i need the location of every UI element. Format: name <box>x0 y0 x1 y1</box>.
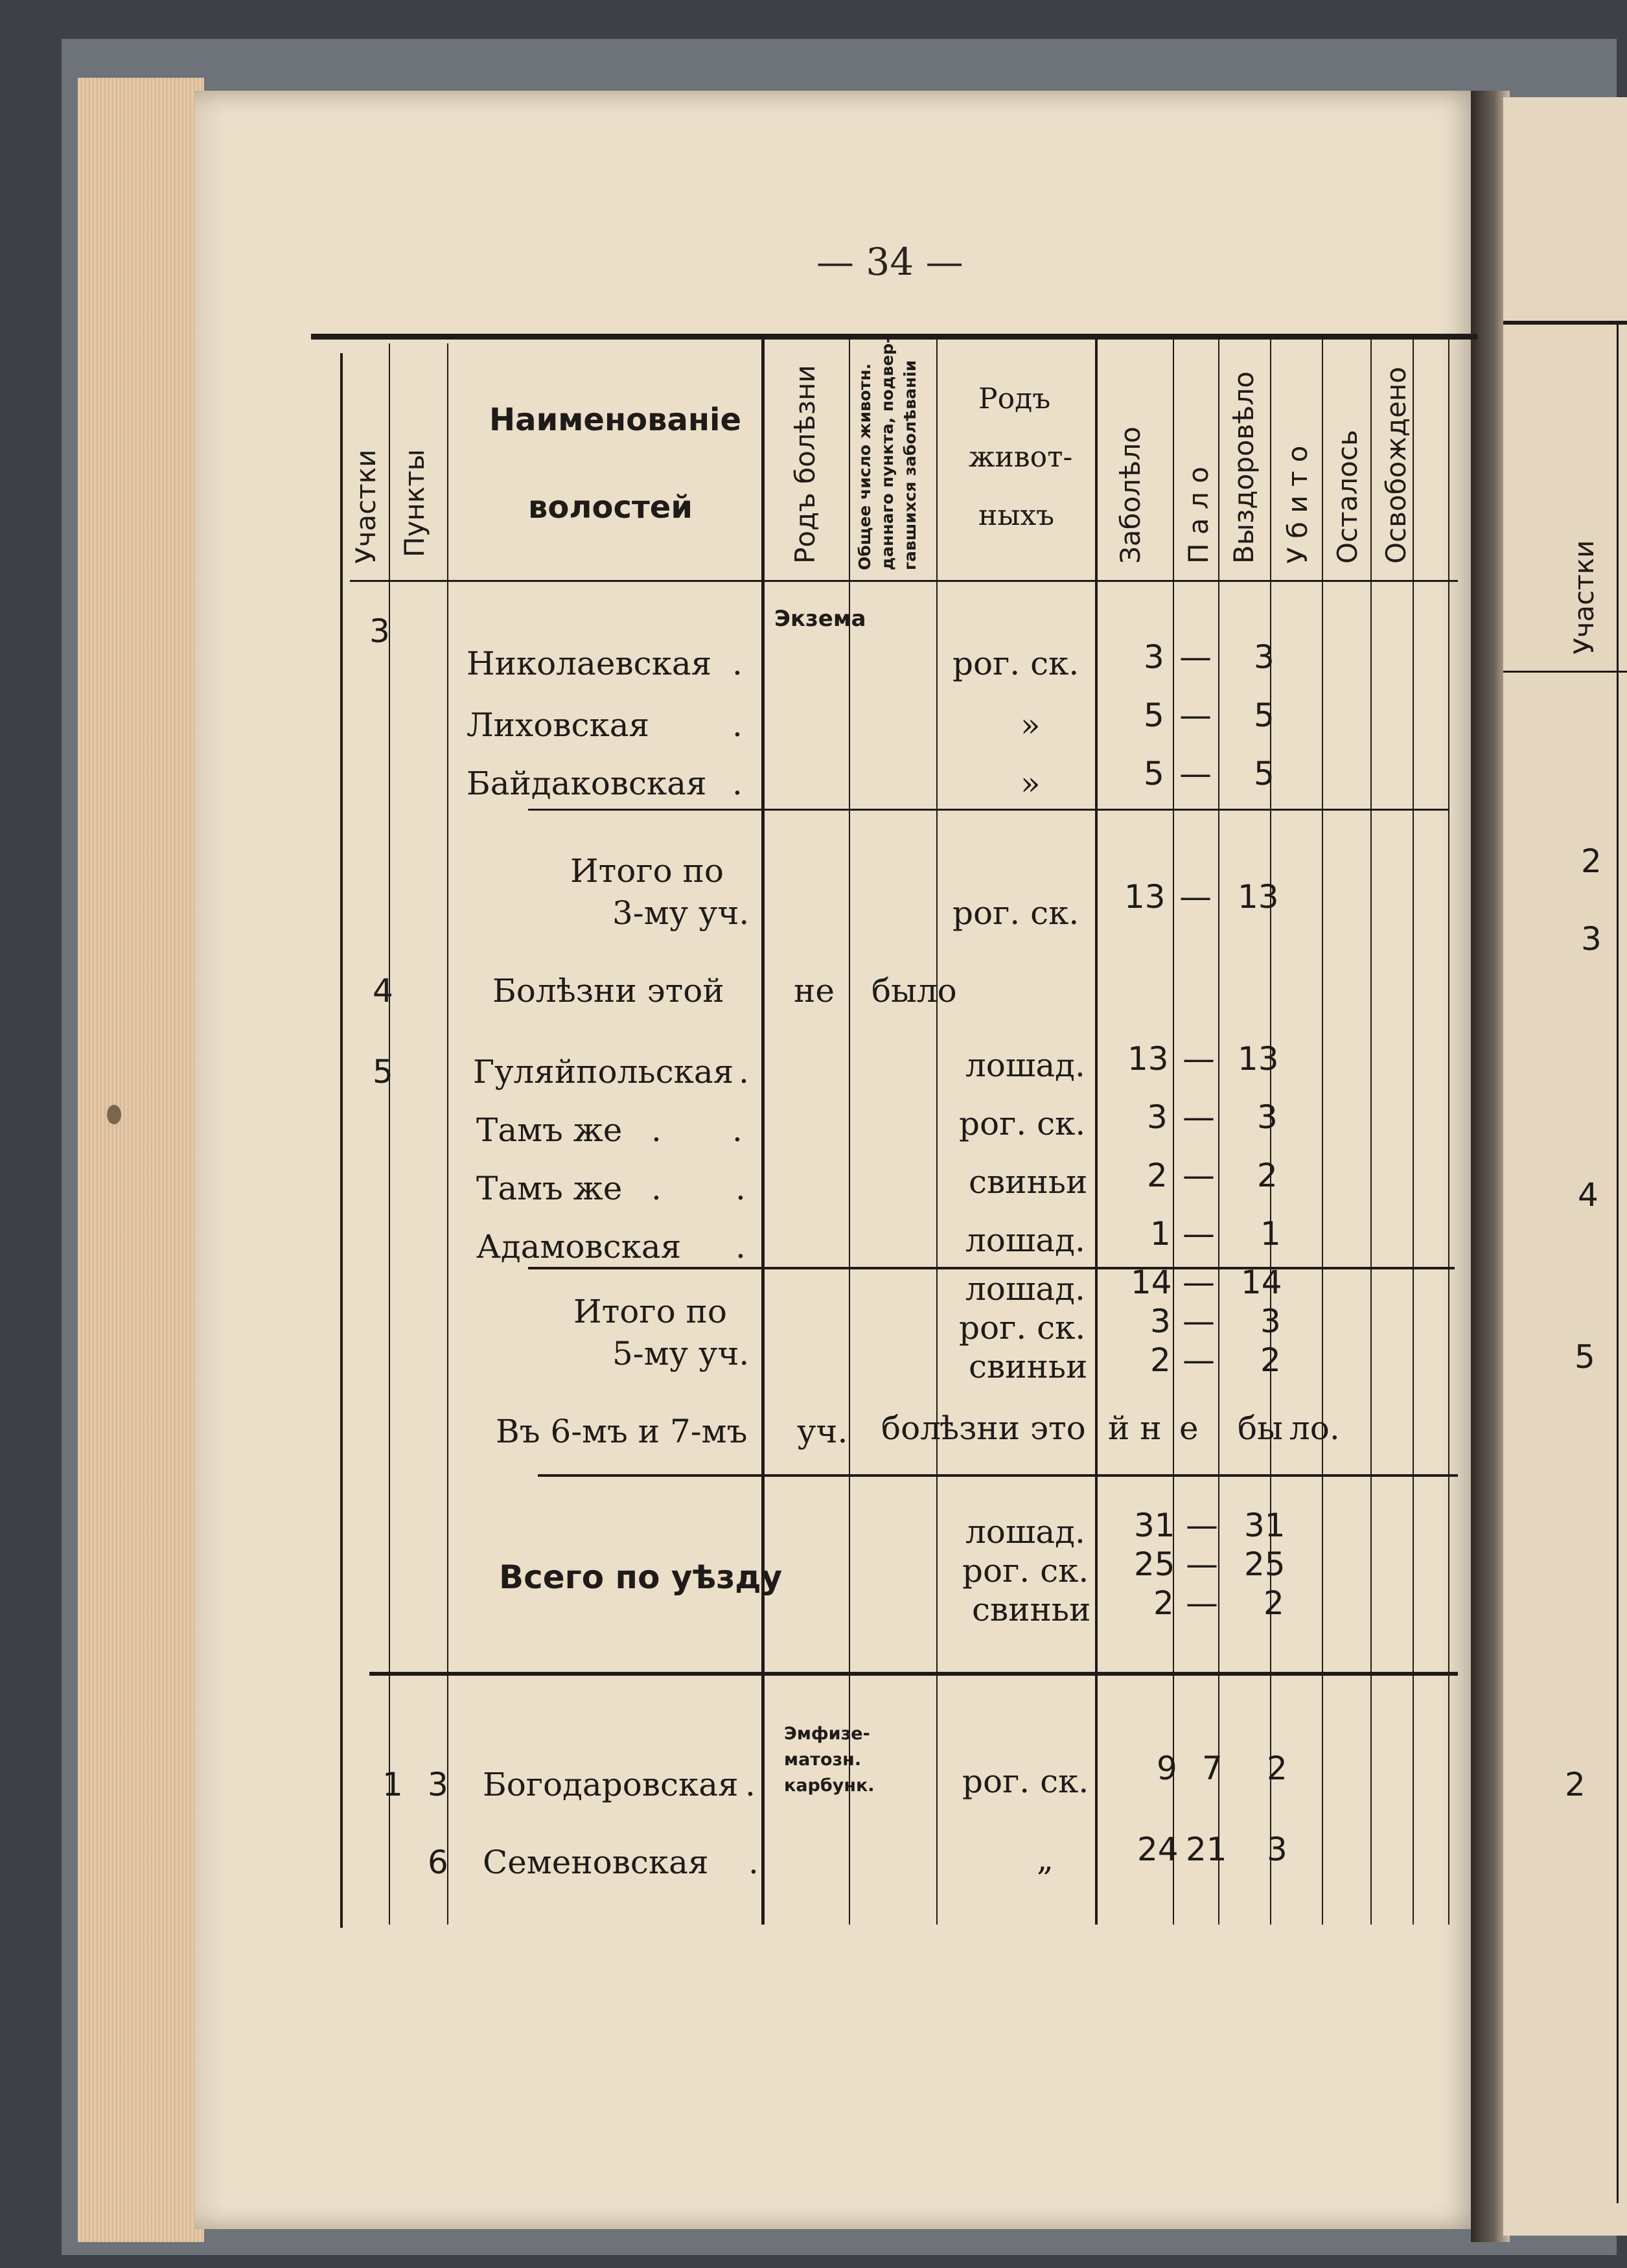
value-vyzdorovelo: 3 <box>1254 638 1275 676</box>
facing-num: 4 <box>1578 1176 1598 1214</box>
header-punkty: Пункты <box>398 449 430 557</box>
uchastok-number: 3 <box>369 612 390 650</box>
value-vyzdorovelo: 1 <box>1260 1215 1281 1253</box>
animal-kind: » <box>1021 765 1041 802</box>
value-zabolelo: 9 <box>1157 1750 1177 1787</box>
punkt-number: 3 <box>428 1766 448 1803</box>
page-number: — 34 — <box>816 240 964 284</box>
value-zabolelo: 31 <box>1134 1507 1175 1544</box>
value-palo: — <box>1179 878 1212 916</box>
header-uchastki: Участки <box>350 449 382 564</box>
volost-name: Адамовская <box>476 1228 682 1266</box>
subtotal-label: Итого по <box>570 852 724 890</box>
facing-num: 5 <box>1575 1338 1595 1376</box>
note-text: ѣзни это <box>940 1409 1086 1447</box>
value-vyzdorovelo: 2 <box>1267 1750 1287 1787</box>
value-palo: 7 <box>1202 1750 1223 1787</box>
header-rod-zhivotnykh: живот- <box>969 441 1073 474</box>
value-vyzdorovelo: 3 <box>1260 1302 1281 1340</box>
grand-total-label: Всего по уѣзду <box>499 1558 783 1596</box>
col-rule <box>340 353 343 1928</box>
header-naimenovanie: Наименованіе <box>489 402 742 438</box>
facing-header-rule <box>1503 671 1627 673</box>
value-vyzdorovelo: 14 <box>1241 1264 1282 1301</box>
col-rule <box>1322 337 1323 1925</box>
value-vyzdorovelo: 3 <box>1267 1831 1287 1868</box>
header-ubito: У б и т о <box>1282 445 1313 564</box>
value-vyzdorovelo: 5 <box>1254 697 1275 734</box>
col-rule <box>1370 337 1372 1925</box>
value-zabolelo: 2 <box>1153 1584 1174 1622</box>
value-vyzdorovelo: 31 <box>1244 1507 1286 1544</box>
leader-dot: . <box>732 765 743 802</box>
value-palo: — <box>1183 1341 1215 1379</box>
value-vyzdorovelo: 2 <box>1264 1584 1284 1622</box>
value-palo: 21 <box>1186 1831 1227 1868</box>
value-palo: — <box>1179 697 1212 734</box>
value-vyzdorovelo: 3 <box>1257 1098 1278 1136</box>
animal-kind: рог. ск. <box>959 1309 1086 1347</box>
uchastok-number: 4 <box>373 972 393 1010</box>
facing-page <box>1503 97 1627 2236</box>
col-rule <box>447 343 448 1925</box>
book-page <box>194 91 1484 2229</box>
subtotal-label: 5-му уч. <box>612 1335 750 1372</box>
note-text: е <box>1179 1409 1199 1447</box>
animal-kind: лошад. <box>965 1513 1085 1551</box>
header-zabolelo: Заболѣло <box>1114 426 1146 564</box>
animal-kind: лошад. <box>965 1047 1085 1084</box>
note-text: бы <box>1238 1409 1283 1447</box>
col-rule <box>1218 337 1219 1925</box>
note-text: было <box>871 972 957 1010</box>
total-rule <box>369 1672 1458 1676</box>
note-text: ло. <box>1289 1409 1340 1447</box>
col-rule <box>936 337 938 1925</box>
value-vyzdorovelo: 13 <box>1238 1040 1279 1078</box>
note-text: не <box>794 972 835 1010</box>
uchastok-number: 5 <box>373 1053 393 1091</box>
animal-kind: рог. ск. <box>952 645 1079 682</box>
header-palo: П а л о <box>1183 467 1214 564</box>
value-vyzdorovelo: 2 <box>1257 1157 1278 1194</box>
page-edges <box>78 78 204 2242</box>
value-vyzdorovelo: 13 <box>1238 878 1279 916</box>
value-palo: — <box>1186 1545 1218 1583</box>
value-zabolelo: 2 <box>1147 1157 1168 1194</box>
value-zabolelo: 3 <box>1147 1098 1168 1136</box>
value-zabolelo: 5 <box>1144 755 1164 793</box>
leader-dot: . <box>735 1228 746 1266</box>
subtotal-rule <box>528 809 1448 811</box>
animal-kind: лошад. <box>965 1270 1085 1308</box>
animal-kind: лошад. <box>965 1221 1085 1259</box>
volost-name: Байдаковская <box>467 765 707 802</box>
animal-kind: свиньи <box>969 1348 1088 1385</box>
value-zabolelo: 13 <box>1124 878 1166 916</box>
header-obshchee-3: гавшихся заболѣваніи <box>901 360 919 570</box>
volost-name: Богодаровская <box>483 1766 739 1803</box>
col-rule <box>761 337 765 1925</box>
value-zabolelo: 2 <box>1150 1341 1171 1379</box>
header-rod-zhivotnykh: Родъ <box>978 382 1051 415</box>
animal-kind: » <box>1021 706 1041 744</box>
value-zabolelo: 3 <box>1144 638 1164 676</box>
note-text: й н <box>1108 1409 1162 1447</box>
facing-num: 3 <box>1581 920 1602 958</box>
leader-dot: . <box>748 1844 759 1881</box>
note-text: бол <box>881 1409 941 1447</box>
value-palo: — <box>1183 1264 1215 1301</box>
header-obshchee-1: Общее число животн. <box>855 363 874 570</box>
leader-dot: . <box>732 645 743 682</box>
animal-kind: свиньи <box>972 1591 1091 1628</box>
animal-kind: рог. ск. <box>962 1552 1089 1590</box>
header-osvobozhdeno: Освобождено <box>1380 366 1412 564</box>
leader-dot: . <box>735 1170 746 1207</box>
leader-dot: . <box>651 1170 662 1207</box>
header-ostalos: Осталось <box>1332 430 1363 564</box>
volost-name: Семеновская <box>483 1844 709 1881</box>
subtotal-label: 3-му уч. <box>612 894 750 932</box>
col-rule <box>1173 337 1174 1925</box>
disease-name: матозн. <box>784 1750 862 1770</box>
value-zabolelo: 3 <box>1150 1302 1171 1340</box>
col-rule <box>849 337 850 1925</box>
subtotal-rule <box>528 1267 1455 1269</box>
note-text: Болѣзни этой <box>492 972 724 1010</box>
col-rule <box>389 343 390 1925</box>
uchastok-number: 1 <box>382 1766 403 1803</box>
animal-kind: рог. ск. <box>959 1105 1086 1142</box>
facing-top-rule <box>1503 321 1627 325</box>
disease-name: карбунк. <box>784 1776 875 1796</box>
facing-num: 2 <box>1581 842 1602 880</box>
header-bottom-rule <box>350 580 1458 582</box>
note-text: Въ 6-мъ и 7-мъ <box>496 1413 748 1450</box>
value-palo: — <box>1179 755 1212 793</box>
value-palo: — <box>1183 1098 1215 1136</box>
leader-dot: . <box>651 1111 662 1149</box>
header-rod-bolezni: Родъ болѣзни <box>789 365 821 564</box>
leader-dot: . <box>739 1053 749 1091</box>
facing-col-rule <box>1617 324 1619 2203</box>
volost-name: Николаевская <box>467 645 712 682</box>
col-rule <box>1448 337 1449 1925</box>
note-text: уч. <box>797 1413 848 1450</box>
punkt-number: 6 <box>428 1844 448 1881</box>
value-vyzdorovelo: 2 <box>1260 1341 1281 1379</box>
value-palo: — <box>1183 1040 1215 1078</box>
volost-name: Тамъ же <box>476 1170 623 1207</box>
volost-name: Тамъ же <box>476 1111 623 1149</box>
col-rule <box>1413 337 1414 1925</box>
col-rule <box>1095 337 1098 1925</box>
value-zabolelo: 1 <box>1150 1215 1171 1253</box>
animal-kind: свиньи <box>969 1163 1088 1201</box>
value-zabolelo: 14 <box>1131 1264 1172 1301</box>
value-palo: — <box>1183 1302 1215 1340</box>
value-zabolelo: 13 <box>1127 1040 1169 1078</box>
leader-dot: . <box>732 706 743 744</box>
value-zabolelo: 25 <box>1134 1545 1175 1583</box>
facing-num: 2 <box>1565 1766 1586 1803</box>
value-palo: — <box>1183 1215 1215 1253</box>
subtotal-label: Итого по <box>573 1293 727 1330</box>
volost-name: Гуляйпольская <box>473 1053 734 1091</box>
value-palo: — <box>1179 638 1212 676</box>
header-volostey: волостей <box>528 489 693 526</box>
ink-stain <box>107 1105 121 1124</box>
value-palo: — <box>1183 1157 1215 1194</box>
leader-dot: . <box>732 1111 743 1149</box>
volost-name: Лиховская <box>467 706 650 744</box>
value-vyzdorovelo: 5 <box>1254 755 1275 793</box>
value-zabolelo: 24 <box>1137 1831 1179 1868</box>
value-zabolelo: 5 <box>1144 697 1164 734</box>
subtotal-rule <box>538 1474 1458 1477</box>
disease-name: Эмфизе- <box>784 1724 870 1744</box>
header-vyzdorovelo: Выздоровѣло <box>1228 371 1260 564</box>
value-palo: — <box>1186 1507 1218 1544</box>
leader-dot: . <box>745 1766 756 1803</box>
animal-kind: рог. ск. <box>962 1763 1089 1800</box>
animal-kind: „ <box>1037 1840 1054 1878</box>
value-vyzdorovelo: 25 <box>1244 1545 1286 1583</box>
header-obshchee-2: даннаго пункта, подвер- <box>878 336 897 570</box>
disease-name: Экзема <box>774 606 866 632</box>
animal-kind: рог. ск. <box>952 894 1079 932</box>
facing-header-uchastki: Участки <box>1568 540 1600 654</box>
header-rod-zhivotnykh: ныхъ <box>978 499 1055 532</box>
value-palo: — <box>1186 1584 1218 1622</box>
